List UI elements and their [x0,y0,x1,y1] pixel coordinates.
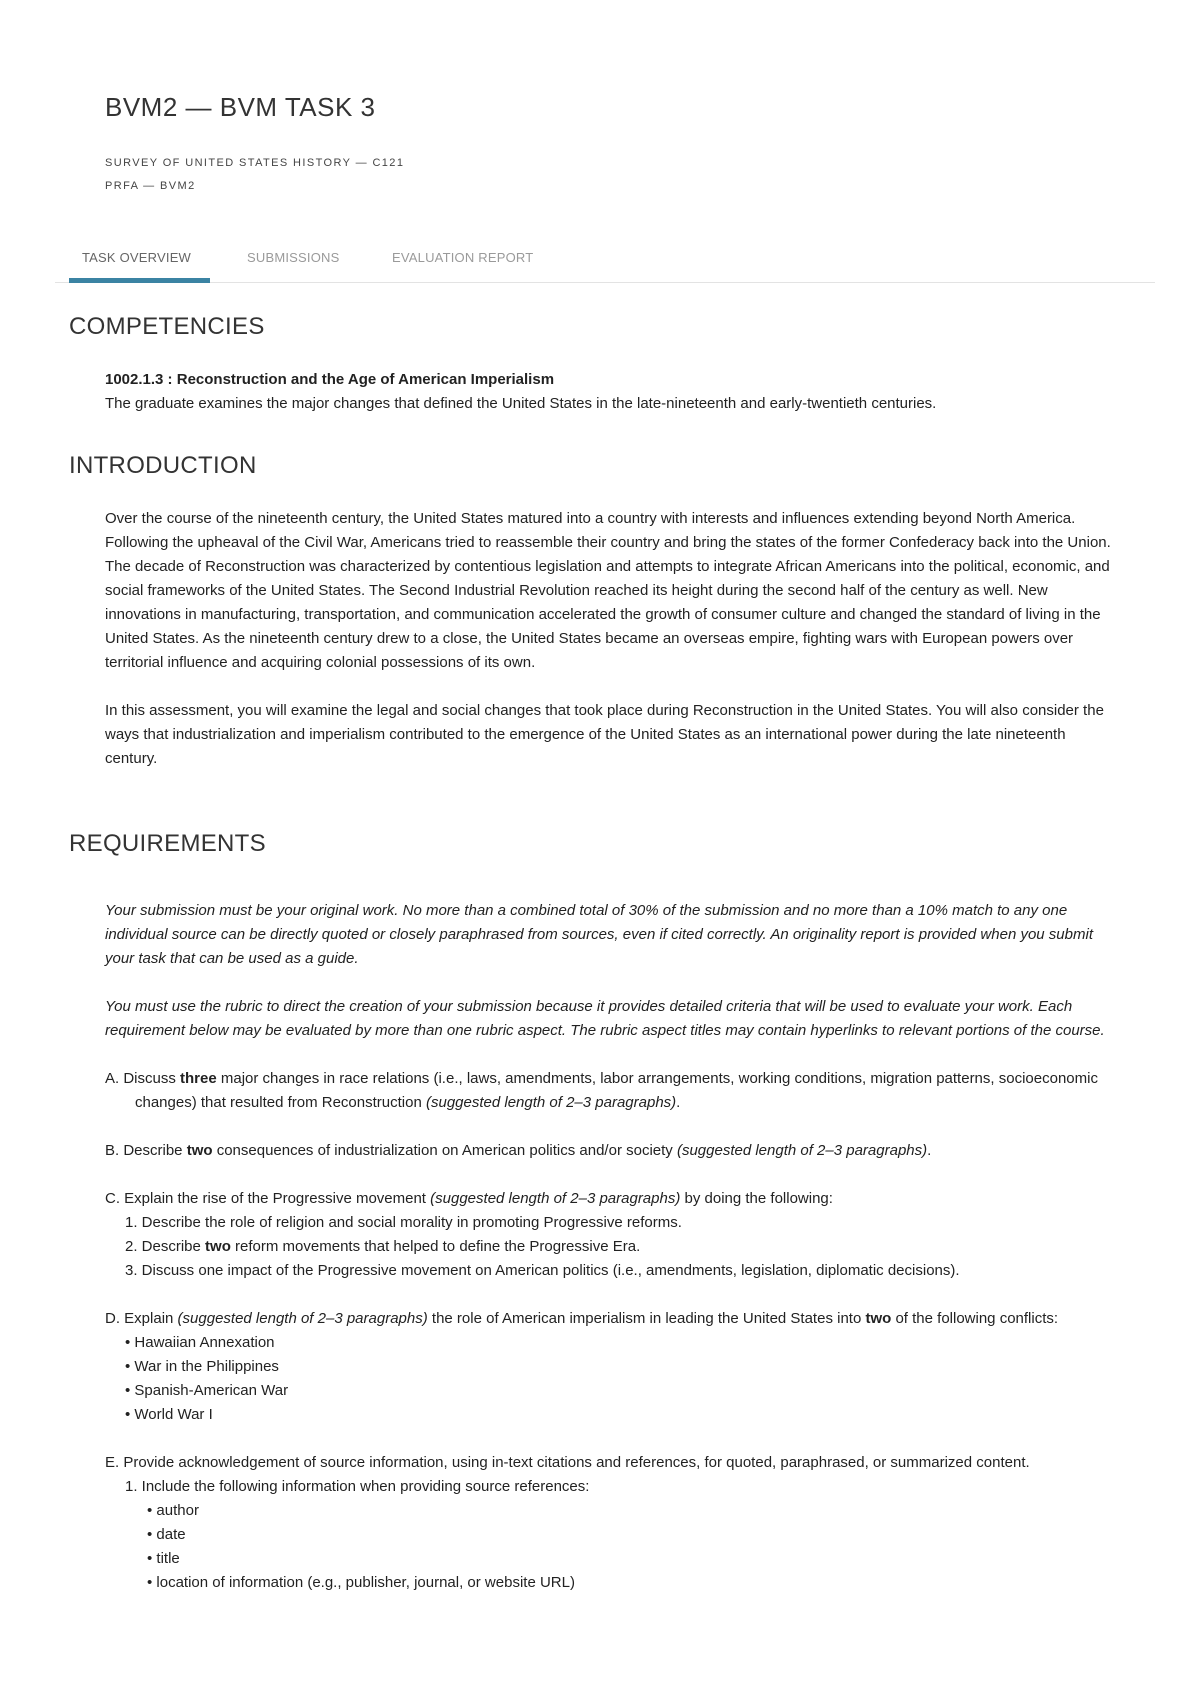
conflict-item: • Spanish-American War [125,1382,289,1399]
requirements-body [105,884,1115,1595]
reference-item: • location of information (e.g., publisher, journal, or website URL) [147,1574,575,1591]
introduction-paragraph-1: Over the course of the nineteenth century, the United States matured into a country with interests and influences extending beyond North America. Following the upheaval of the Civil War, Americans tried to reassemble their country and bring the states of the former Confederacy back into the Union. The decade of Reconstruction was characterized by contentious legislation and attempts to integrate African Americans into the political, economic, and social frameworks of the United States. The Second Industrial Revolution reached its height during the second half of the century as well. New innovations in manufacturing, transportation, and communication accelerated the growth of consumer culture and changed the standard of living in the United States. As the nineteenth century drew to a close, the United States became an overseas empire, fighting wars with European powers over territorial influence and acquiring colonial possessions of its own. [105,510,1111,671]
requirement-b-end: . [927,1142,932,1159]
competency-description: The graduate examines the major changes that defined the United States in the late-nineteenth and early-twentieth centuries. [105,395,937,412]
requirement-a-emphasis: three [180,1070,217,1087]
requirement-b-text: B. Describe [105,1142,187,1159]
requirement-e-1: 1. Include the following information when providing source references: [125,1478,590,1495]
competency-block [105,368,1115,416]
tab-submissions[interactable]: SUBMISSIONS [247,250,340,265]
course-name: SURVEY OF UNITED STATES HISTORY — C121 [105,157,405,169]
requirement-d-end: of the following conflicts: [891,1310,1059,1327]
page-title: BVM2 — BVM TASK 3 [105,92,376,122]
requirement-c-2-emphasis: two [205,1238,231,1255]
requirement-d-text: D. Explain [105,1310,178,1327]
active-tab-indicator [69,278,210,283]
competency-code: 1002.1.3 : [105,371,173,388]
conflict-item: • World War I [125,1406,213,1423]
competencies-heading: COMPETENCIES [69,313,265,340]
requirement-e: E. Provide acknowledgement of source information, using in-text citations and references, for quoted, paraphrased, or summarized content. [105,1454,1030,1471]
tab-evaluation-report[interactable]: EVALUATION REPORT [392,250,534,265]
requirement-d-text-2: the role of American imperialism in leading the United States into [427,1310,866,1327]
requirement-c-text: C. Explain the rise of the Progressive movement [105,1190,431,1207]
requirements-heading: REQUIREMENTS [69,830,266,857]
requirement-b-emphasis: two [186,1142,213,1159]
requirement-c-length: (suggested length of 2–3 paragraphs) [430,1190,681,1207]
program-code: PRFA — BVM2 [105,180,196,192]
conflict-item: • Hawaiian Annexation [125,1334,275,1351]
reference-item: • title [147,1550,180,1567]
conflict-item: • War in the Philippines [125,1358,279,1375]
requirement-b [105,1139,1115,1163]
requirement-c-3: 3. Discuss one impact of the Progressive movement on American politics (i.e., amendments, legislation, diplomatic decisions). [125,1262,960,1279]
introduction-heading: INTRODUCTION [69,452,257,479]
introduction-body [105,507,1115,771]
requirement-d [105,1307,1115,1331]
requirement-c-1: 1. Describe the role of religion and social morality in promoting Progressive reforms. [125,1214,682,1231]
requirement-c-2 [105,1235,1115,1259]
requirement-c-end: by doing the following: [680,1190,833,1207]
competency-name: Reconstruction and the Age of American Imperialism [176,371,555,388]
requirement-a-text: A. Discuss [105,1070,181,1087]
requirement-a [105,1067,1115,1115]
reference-item: • author [147,1502,199,1519]
requirement-a-length: (suggested length of 2–3 paragraphs) [425,1094,677,1111]
requirement-b-length: (suggested length of 2–3 paragraphs) [676,1142,928,1159]
tab-bar [55,240,1155,283]
originality-note: Your submission must be your original work. No more than a combined total of 30% of the submission and no more than a 10% match to any one individual source can be directly quoted or closely paraphrased from sources, even if cited correctly. An originality report is provided when you submit your task that can be used as a guide. [105,902,1093,967]
requirement-d-length: (suggested length of 2–3 paragraphs) [177,1310,428,1327]
rubric-note: You must use the rubric to direct the creation of your submission because it provides detailed criteria that will be used to evaluate your work. Each requirement below may be evaluated by more than one rubric aspect. The rubric aspect titles may contain hyperlinks to relevant portions of the course. [105,998,1105,1039]
requirement-a-text-2: major changes in race relations (i.e., laws, amendments, labor arrangements, working conditions, migration patterns, socioeconomic changes) that resulted from Reconstruction [135,1070,1098,1111]
reference-item: • date [147,1526,186,1543]
requirement-c-2-end: reform movements that helped to define the Progressive Era. [230,1238,641,1255]
tab-task-overview[interactable]: TASK OVERVIEW [82,250,192,265]
competency-title [105,368,1115,392]
requirement-b-text-2: consequences of industrialization on American politics and/or society [212,1142,677,1159]
requirement-c-2-text: 2. Describe [125,1238,206,1255]
requirement-c [105,1187,1115,1211]
requirement-d-emphasis: two [865,1310,892,1327]
requirement-a-end: . [676,1094,681,1111]
introduction-paragraph-2: In this assessment, you will examine the legal and social changes that took place during Reconstruction in the United States. You will also consider the ways that industrialization and imperialism contributed to the emergence of the United States as an international power during the late nineteenth century. [105,702,1104,767]
